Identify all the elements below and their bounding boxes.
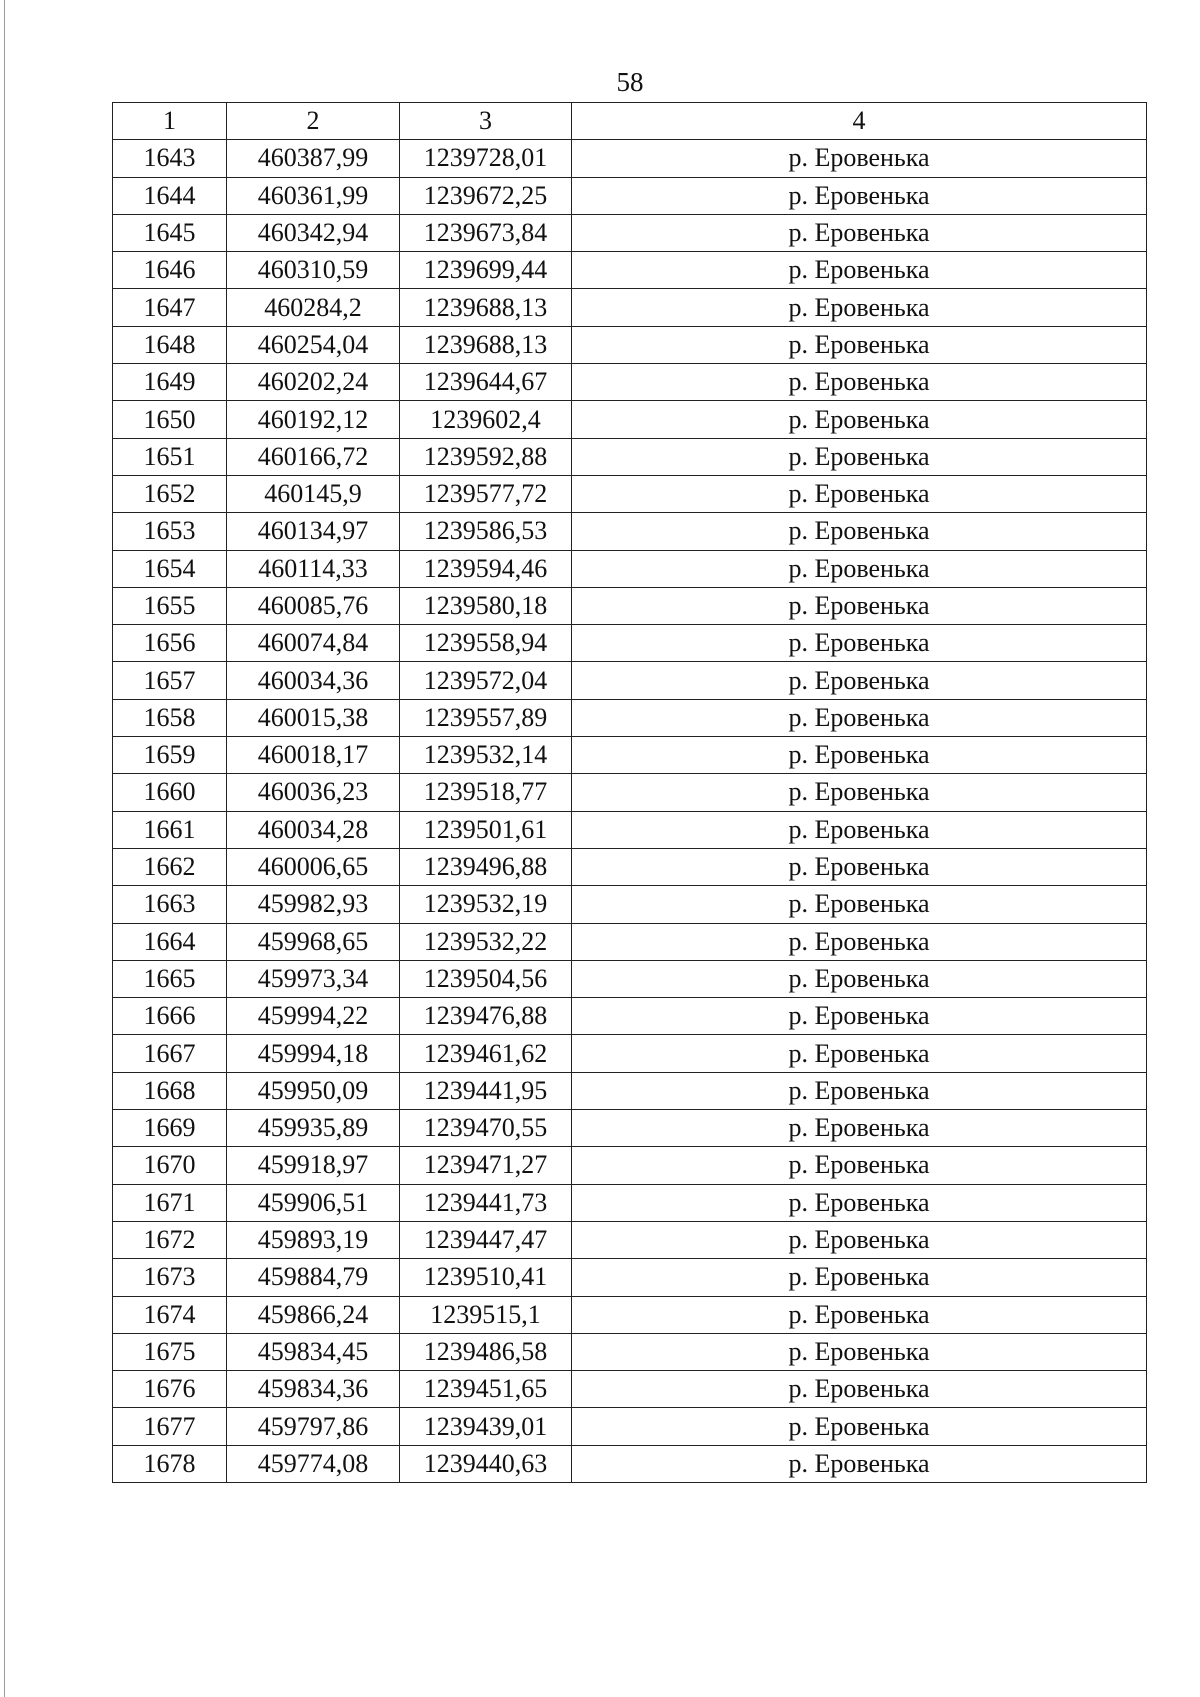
coordinate-x-cell: 459893,19 <box>227 1221 400 1258</box>
description-cell: р. Еровенька <box>572 140 1147 177</box>
coordinate-y-cell: 1239532,14 <box>400 737 572 774</box>
point-number-cell: 1649 <box>113 364 227 401</box>
table-row <box>113 1035 1147 1072</box>
point-number-cell: 1670 <box>113 1147 227 1184</box>
coordinate-y-cell: 1239602,4 <box>400 401 572 438</box>
scan-margin-line <box>4 0 5 1697</box>
coordinate-y-cell: 1239592,88 <box>400 438 572 475</box>
coordinate-y-cell: 1239504,56 <box>400 960 572 997</box>
table-row <box>113 625 1147 662</box>
coordinate-x-cell: 460085,76 <box>227 587 400 624</box>
coordinate-y-cell: 1239699,44 <box>400 252 572 289</box>
column-header-2: 2 <box>227 103 400 140</box>
point-number-cell: 1648 <box>113 326 227 363</box>
point-number-cell: 1654 <box>113 550 227 587</box>
table-row <box>113 923 1147 960</box>
table-row <box>113 1259 1147 1296</box>
point-number-cell: 1671 <box>113 1184 227 1221</box>
table-row <box>113 289 1147 326</box>
description-cell: р. Еровенька <box>572 401 1147 438</box>
coordinate-x-cell: 460166,72 <box>227 438 400 475</box>
description-cell: р. Еровенька <box>572 513 1147 550</box>
table-body <box>113 140 1147 1483</box>
description-cell: р. Еровенька <box>572 662 1147 699</box>
description-cell: р. Еровенька <box>572 1184 1147 1221</box>
coordinate-x-cell: 460114,33 <box>227 550 400 587</box>
description-cell: р. Еровенька <box>572 699 1147 736</box>
description-cell: р. Еровенька <box>572 811 1147 848</box>
coordinates-table <box>112 102 1147 1483</box>
coordinate-x-cell: 459994,18 <box>227 1035 400 1072</box>
point-number-cell: 1647 <box>113 289 227 326</box>
coordinate-y-cell: 1239447,47 <box>400 1221 572 1258</box>
coordinate-x-cell: 460192,12 <box>227 401 400 438</box>
table-row <box>113 326 1147 363</box>
description-cell: р. Еровенька <box>572 252 1147 289</box>
description-cell: р. Еровенька <box>572 923 1147 960</box>
coordinate-y-cell: 1239476,88 <box>400 998 572 1035</box>
coordinate-y-cell: 1239440,63 <box>400 1445 572 1482</box>
description-cell: р. Еровенька <box>572 550 1147 587</box>
point-number-cell: 1675 <box>113 1333 227 1370</box>
point-number-cell: 1676 <box>113 1371 227 1408</box>
coordinate-x-cell: 460006,65 <box>227 848 400 885</box>
point-number-cell: 1643 <box>113 140 227 177</box>
point-number-cell: 1663 <box>113 886 227 923</box>
coordinate-x-cell: 460015,38 <box>227 699 400 736</box>
coordinate-x-cell: 459774,08 <box>227 1445 400 1482</box>
coordinate-y-cell: 1239518,77 <box>400 774 572 811</box>
coordinate-x-cell: 459834,36 <box>227 1371 400 1408</box>
table-row <box>113 1147 1147 1184</box>
table-row <box>113 1408 1147 1445</box>
coordinate-x-cell: 460134,97 <box>227 513 400 550</box>
coordinate-x-cell: 460284,2 <box>227 289 400 326</box>
description-cell: р. Еровенька <box>572 1445 1147 1482</box>
coordinate-x-cell: 460202,24 <box>227 364 400 401</box>
column-header-4: 4 <box>572 103 1147 140</box>
description-cell: р. Еровенька <box>572 438 1147 475</box>
point-number-cell: 1677 <box>113 1408 227 1445</box>
table-row <box>113 1371 1147 1408</box>
coordinate-x-cell: 459968,65 <box>227 923 400 960</box>
point-number-cell: 1655 <box>113 587 227 624</box>
description-cell: р. Еровенька <box>572 737 1147 774</box>
description-cell: р. Еровенька <box>572 1408 1147 1445</box>
point-number-cell: 1664 <box>113 923 227 960</box>
coordinate-x-cell: 459906,51 <box>227 1184 400 1221</box>
coordinate-x-cell: 460034,36 <box>227 662 400 699</box>
coordinate-x-cell: 460145,9 <box>227 475 400 512</box>
table-row <box>113 1110 1147 1147</box>
point-number-cell: 1668 <box>113 1072 227 1109</box>
point-number-cell: 1656 <box>113 625 227 662</box>
point-number-cell: 1672 <box>113 1221 227 1258</box>
table-row <box>113 737 1147 774</box>
table-row <box>113 1072 1147 1109</box>
description-cell: р. Еровенька <box>572 1221 1147 1258</box>
point-number-cell: 1652 <box>113 475 227 512</box>
coordinate-y-cell: 1239496,88 <box>400 848 572 885</box>
coordinate-x-cell: 460036,23 <box>227 774 400 811</box>
table-header-row <box>113 103 1147 140</box>
coordinate-x-cell: 459797,86 <box>227 1408 400 1445</box>
point-number-cell: 1657 <box>113 662 227 699</box>
coordinate-y-cell: 1239461,62 <box>400 1035 572 1072</box>
table-row <box>113 699 1147 736</box>
coordinate-x-cell: 460254,04 <box>227 326 400 363</box>
coordinate-y-cell: 1239532,22 <box>400 923 572 960</box>
point-number-cell: 1651 <box>113 438 227 475</box>
table-row <box>113 177 1147 214</box>
coordinate-y-cell: 1239510,41 <box>400 1259 572 1296</box>
description-cell: р. Еровенька <box>572 289 1147 326</box>
table-row <box>113 140 1147 177</box>
point-number-cell: 1662 <box>113 848 227 885</box>
table-row <box>113 998 1147 1035</box>
table-row <box>113 662 1147 699</box>
coordinate-y-cell: 1239728,01 <box>400 140 572 177</box>
coordinate-y-cell: 1239580,18 <box>400 587 572 624</box>
description-cell: р. Еровенька <box>572 214 1147 251</box>
point-number-cell: 1658 <box>113 699 227 736</box>
coordinate-x-cell: 460034,28 <box>227 811 400 848</box>
table-row <box>113 587 1147 624</box>
coordinate-y-cell: 1239594,46 <box>400 550 572 587</box>
description-cell: р. Еровенька <box>572 1333 1147 1370</box>
coordinate-x-cell: 460342,94 <box>227 214 400 251</box>
coordinate-y-cell: 1239672,25 <box>400 177 572 214</box>
table-row <box>113 214 1147 251</box>
table-row <box>113 252 1147 289</box>
coordinate-x-cell: 459935,89 <box>227 1110 400 1147</box>
description-cell: р. Еровенька <box>572 774 1147 811</box>
description-cell: р. Еровенька <box>572 1147 1147 1184</box>
coordinate-y-cell: 1239688,13 <box>400 289 572 326</box>
table-row <box>113 1221 1147 1258</box>
coordinate-x-cell: 460387,99 <box>227 140 400 177</box>
point-number-cell: 1646 <box>113 252 227 289</box>
description-cell: р. Еровенька <box>572 475 1147 512</box>
description-cell: р. Еровенька <box>572 177 1147 214</box>
point-number-cell: 1678 <box>113 1445 227 1482</box>
point-number-cell: 1660 <box>113 774 227 811</box>
point-number-cell: 1644 <box>113 177 227 214</box>
point-number-cell: 1666 <box>113 998 227 1035</box>
coordinate-y-cell: 1239572,04 <box>400 662 572 699</box>
page-number: 58 <box>616 67 644 97</box>
point-number-cell: 1661 <box>113 811 227 848</box>
coordinate-y-cell: 1239688,13 <box>400 326 572 363</box>
description-cell: р. Еровенька <box>572 1035 1147 1072</box>
table-row <box>113 1445 1147 1482</box>
point-number-cell: 1659 <box>113 737 227 774</box>
coordinate-x-cell: 459834,45 <box>227 1333 400 1370</box>
coordinate-y-cell: 1239441,73 <box>400 1184 572 1221</box>
table-row <box>113 1184 1147 1221</box>
coordinate-y-cell: 1239501,61 <box>400 811 572 848</box>
description-cell: р. Еровенька <box>572 326 1147 363</box>
coordinate-x-cell: 459884,79 <box>227 1259 400 1296</box>
coordinate-y-cell: 1239471,27 <box>400 1147 572 1184</box>
point-number-cell: 1645 <box>113 214 227 251</box>
coordinate-y-cell: 1239451,65 <box>400 1371 572 1408</box>
coordinate-y-cell: 1239470,55 <box>400 1110 572 1147</box>
point-number-cell: 1653 <box>113 513 227 550</box>
point-number-cell: 1665 <box>113 960 227 997</box>
description-cell: р. Еровенька <box>572 886 1147 923</box>
coordinate-y-cell: 1239532,19 <box>400 886 572 923</box>
point-number-cell: 1669 <box>113 1110 227 1147</box>
coordinate-x-cell: 460074,84 <box>227 625 400 662</box>
table-row <box>113 513 1147 550</box>
description-cell: р. Еровенька <box>572 625 1147 662</box>
coordinate-y-cell: 1239515,1 <box>400 1296 572 1333</box>
table-row <box>113 1333 1147 1370</box>
coordinate-x-cell: 459950,09 <box>227 1072 400 1109</box>
table-row <box>113 848 1147 885</box>
table-row <box>113 1296 1147 1333</box>
column-header-3: 3 <box>400 103 572 140</box>
coordinate-x-cell: 459973,34 <box>227 960 400 997</box>
description-cell: р. Еровенька <box>572 998 1147 1035</box>
table-row <box>113 401 1147 438</box>
point-number-cell: 1650 <box>113 401 227 438</box>
point-number-cell: 1667 <box>113 1035 227 1072</box>
table-row <box>113 475 1147 512</box>
table-row <box>113 438 1147 475</box>
point-number-cell: 1674 <box>113 1296 227 1333</box>
coordinate-y-cell: 1239441,95 <box>400 1072 572 1109</box>
coordinate-y-cell: 1239644,67 <box>400 364 572 401</box>
description-cell: р. Еровенька <box>572 960 1147 997</box>
coordinate-x-cell: 459866,24 <box>227 1296 400 1333</box>
coordinate-x-cell: 459982,93 <box>227 886 400 923</box>
description-cell: р. Еровенька <box>572 1072 1147 1109</box>
description-cell: р. Еровенька <box>572 1110 1147 1147</box>
coordinate-y-cell: 1239673,84 <box>400 214 572 251</box>
coordinate-y-cell: 1239558,94 <box>400 625 572 662</box>
table-row <box>113 811 1147 848</box>
description-cell: р. Еровенька <box>572 1296 1147 1333</box>
coordinate-y-cell: 1239486,58 <box>400 1333 572 1370</box>
coordinate-x-cell: 460310,59 <box>227 252 400 289</box>
table-row <box>113 364 1147 401</box>
coordinate-x-cell: 460361,99 <box>227 177 400 214</box>
coordinate-y-cell: 1239586,53 <box>400 513 572 550</box>
description-cell: р. Еровенька <box>572 587 1147 624</box>
table-row <box>113 774 1147 811</box>
table-row <box>113 960 1147 997</box>
coordinate-x-cell: 459918,97 <box>227 1147 400 1184</box>
point-number-cell: 1673 <box>113 1259 227 1296</box>
column-header-1: 1 <box>113 103 227 140</box>
table-row <box>113 550 1147 587</box>
table-row <box>113 886 1147 923</box>
description-cell: р. Еровенька <box>572 848 1147 885</box>
coordinate-y-cell: 1239439,01 <box>400 1408 572 1445</box>
description-cell: р. Еровенька <box>572 364 1147 401</box>
coordinate-y-cell: 1239557,89 <box>400 699 572 736</box>
coordinate-x-cell: 459994,22 <box>227 998 400 1035</box>
description-cell: р. Еровенька <box>572 1259 1147 1296</box>
coordinate-y-cell: 1239577,72 <box>400 475 572 512</box>
coordinate-x-cell: 460018,17 <box>227 737 400 774</box>
description-cell: р. Еровенька <box>572 1371 1147 1408</box>
